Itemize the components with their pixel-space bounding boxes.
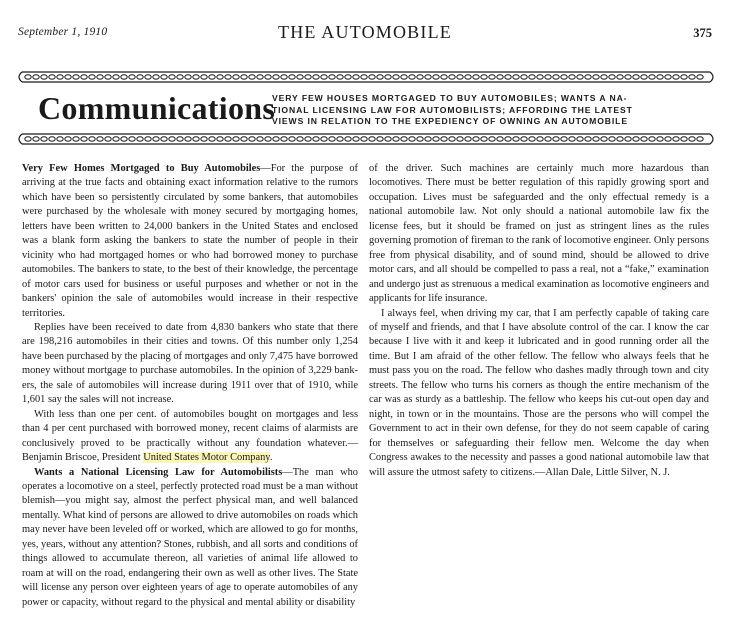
ornament-link: [153, 137, 159, 141]
ornament-link: [609, 137, 615, 141]
ornament-link: [145, 75, 151, 79]
ornament-link: [105, 137, 111, 141]
ornament-link: [25, 75, 31, 79]
ornament-link: [249, 75, 255, 79]
ornament-link: [241, 75, 247, 79]
ornament-link: [257, 137, 263, 141]
ornament-link: [657, 137, 663, 141]
ornament-link: [401, 75, 407, 79]
ornament-link: [449, 75, 455, 79]
ornament-link: [289, 75, 295, 79]
ornament-link: [113, 137, 119, 141]
ornament-link: [209, 137, 215, 141]
ornament-link: [233, 75, 239, 79]
ornament-link: [369, 137, 375, 141]
ornament-link: [489, 75, 495, 79]
ornament-link: [137, 75, 143, 79]
ornament-link: [369, 75, 375, 79]
article-1-text-3-end: .: [269, 452, 273, 464]
subtitle-line-1: VERY FEW HOUSES MORTGAGED TO BUY AUTOMOBILES; WANTS A NA-: [272, 93, 628, 103]
article-1-paragraph-3: [22, 408, 358, 466]
ornament-link: [585, 137, 591, 141]
ornament-link: [25, 137, 31, 141]
ornament-link: [377, 75, 383, 79]
ornament-link: [273, 75, 279, 79]
ornament-link: [649, 137, 655, 141]
ornament-link: [73, 137, 79, 141]
ornament-link: [577, 75, 583, 79]
running-header: [18, 22, 712, 48]
ornament-link: [545, 137, 551, 141]
ornament-link: [329, 75, 335, 79]
ornament-link: [433, 75, 439, 79]
ornament-link: [569, 75, 575, 79]
ornament-link: [505, 137, 511, 141]
ornament-link: [425, 137, 431, 141]
ornament-link: [57, 137, 63, 141]
ornament-link: [89, 75, 95, 79]
ornament-link: [385, 137, 391, 141]
ornament-link: [241, 137, 247, 141]
ornament-link: [617, 75, 623, 79]
ornament-link: [529, 75, 535, 79]
ornament-link: [121, 75, 127, 79]
ornament-link: [545, 75, 551, 79]
ornament-link: [321, 75, 327, 79]
ornament-link: [457, 137, 463, 141]
ornament-link: [49, 75, 55, 79]
ornament-link: [497, 75, 503, 79]
page-number: 375: [693, 26, 712, 40]
ornament-link: [393, 75, 399, 79]
ornament-link: [169, 137, 175, 141]
ornament-link: [345, 75, 351, 79]
ornament-link: [41, 75, 47, 79]
ornament-link: [321, 137, 327, 141]
ornament-link: [673, 75, 679, 79]
ornament-link: [441, 137, 447, 141]
ornament-link: [113, 75, 119, 79]
ornament-link: [689, 137, 695, 141]
ornament-link: [409, 137, 415, 141]
ornament-link: [137, 137, 143, 141]
ornament-link: [665, 137, 671, 141]
ornament-link: [73, 75, 79, 79]
ornament-link: [185, 137, 191, 141]
ornament-link: [41, 137, 47, 141]
ornament-link: [305, 75, 311, 79]
ornament-link: [49, 137, 55, 141]
ornament-link: [513, 137, 519, 141]
ornament-link: [201, 75, 207, 79]
ornament-link: [441, 75, 447, 79]
ornament-link: [89, 137, 95, 141]
article-2-paragraph-1: [22, 466, 358, 611]
ornament-link: [313, 137, 319, 141]
ornament-link: [161, 137, 167, 141]
ornament-link: [601, 75, 607, 79]
article-2-text-1: —The man who operates a locomotive on a steel, perfectly protected road must be a man without blemish—you might say, almost the perfect physical man, and well balanced mentally. What kind of persons are allowed to drive automobiles on roads which may never have been leveled off or worked, which are allowed to go for months, yes, years, without any attention? Stones, rubbish, and all sorts and conditions of things allowed to accumulate thereon, all varieties of animal life allowed to roam at will on the road, endangering their own as well as other lives. The State will license any person over eighteen years of age to operate automobiles of any power or capacity, without regard to the physical and mental ability or disability: [22, 466, 358, 608]
ornament-link: [105, 75, 111, 79]
ornament-link: [481, 137, 487, 141]
ornament-link: [97, 137, 103, 141]
ornament-link: [553, 137, 559, 141]
ornament-link: [457, 75, 463, 79]
section-banner: [16, 70, 716, 148]
ornament-link: [265, 137, 271, 141]
ornament-link: [217, 137, 223, 141]
ornament-link: [81, 137, 87, 141]
subtitle-line-3: VIEWS IN RELATION TO THE EXPEDIENCY OF OWNING AN AUTOMOBILE: [272, 116, 628, 126]
section-subtitle: [272, 93, 712, 128]
ornament-link: [497, 137, 503, 141]
ornament-link: [361, 137, 367, 141]
ornament-link: [249, 137, 255, 141]
ornament-link: [129, 75, 135, 79]
ornament-link: [473, 75, 479, 79]
ornament-link: [617, 137, 623, 141]
ornamental-rule-top: [16, 70, 716, 84]
ornament-link: [305, 137, 311, 141]
ornament-link: [217, 75, 223, 79]
ornament-link: [33, 137, 39, 141]
ornament-link: [361, 75, 367, 79]
ornament-link: [521, 137, 527, 141]
subtitle-line-2: TIONAL LICENSING LAW FOR AUTOMOBILISTS; AFFORDING THE LATEST: [272, 104, 633, 115]
ornament-link: [449, 137, 455, 141]
ornament-link: [345, 137, 351, 141]
ornament-link: [297, 137, 303, 141]
ornament-link: [233, 137, 239, 141]
ornament-link: [489, 137, 495, 141]
ornament-link: [577, 137, 583, 141]
ornament-link: [177, 75, 183, 79]
ornament-link: [409, 75, 415, 79]
article-2-paragraph-2: I always feel, when driving my car, that I am perfectly capable of taking care of myself and friends, and that I have absolute control of the car. I know the car because I live with it and keep it lubricated and in good running order all the time. But I am afraid of the other fellow. The fellow who always feels that he must pass you on the road. The fellow who dashes madly through town and city streets. The fellow who turns his corners as though the entire mechanism of the car was as sturdy as a battleship. The fellow who keeps his cut-out open day and night, in town or in the mountains. Those are the persons who will compel the Government to act in their own defense, for they do not seem capable of caring for themselves or safeguarding their fellow men. Welcome the day when Congress awakes to the necessity and passes a good national automobile law that will assure the utmost safety to citizens.—Allan Dale, Little Silver, N. J.: [369, 307, 709, 478]
ornament-link: [601, 137, 607, 141]
ornament-link: [665, 75, 671, 79]
ornament-link: [513, 75, 519, 79]
article-2-paragraph-1-continued: of the driver. Such machines are certainly much more hazardous than locomotives. There must be better regulation of this rapidly growing sport and occupation. Lives must be safeguarded and the only effectual remedy is a national automobile law. Not only should a national automobile law fix the license fees, but it should be framed on just as stringent lines as the rules governing promotion of fireman to the rank of locomotive engineer. Only persons free from physical disability, and of sound mind, should be allowed to drive motor cars, and all should be compelled to pass a real, not a “fake,” examination and undergo just as strenuous a medical examination as locomotive engineers and applicants for life insurance.: [369, 163, 710, 305]
ornament-link: [121, 137, 127, 141]
ornament-link: [681, 75, 687, 79]
ornament-link: [273, 137, 279, 141]
article-1-paragraph-2: Replies have been received to date from 4,830 bankers who state that there are 198,216 automobiles in their cities and towns. Of this number only 1,254 have been purchased by the placing of mortgages and only 7,475 have borrowed money without mortgage to purchase automobiles. In the opinion of 3,229 bankers, the sale of automobiles will increase during 1911 over that of 1910, while 1,601 say the sales will not increase.: [22, 321, 358, 406]
ornament-link: [465, 137, 471, 141]
ornament-link: [553, 75, 559, 79]
ornament-link: [537, 75, 543, 79]
article-1-heading: Very Few Homes Mortgaged to Buy Automobiles: [22, 163, 261, 174]
ornament-link: [625, 75, 631, 79]
ornament-link: [169, 75, 175, 79]
ornament-link: [265, 75, 271, 79]
ornament-link: [393, 137, 399, 141]
ornament-link: [65, 75, 71, 79]
ornament-link: [353, 137, 359, 141]
ornament-link: [297, 75, 303, 79]
ornament-link: [657, 75, 663, 79]
ornament-link: [585, 75, 591, 79]
ornament-link: [153, 75, 159, 79]
ornament-link: [697, 75, 703, 79]
ornament-link: [529, 137, 535, 141]
ornament-link: [569, 137, 575, 141]
ornament-link: [193, 75, 199, 79]
journal-title: THE AUTOMOBILE: [278, 22, 452, 42]
ornament-link: [193, 137, 199, 141]
ornament-link: [201, 137, 207, 141]
ornament-link: [177, 137, 183, 141]
ornament-link: [401, 137, 407, 141]
ornament-link: [225, 137, 231, 141]
article-2-heading: Wants a National Licensing Law for Automobilists: [34, 466, 283, 478]
ornament-link: [57, 75, 63, 79]
ornament-link: [465, 75, 471, 79]
ornament-link: [161, 75, 167, 79]
ornament-link: [681, 137, 687, 141]
ornament-link: [353, 75, 359, 79]
ornament-link: [425, 75, 431, 79]
ornament-link: [97, 75, 103, 79]
ornament-link: [505, 75, 511, 79]
ornament-link: [281, 75, 287, 79]
ornament-link: [561, 137, 567, 141]
column-right: [369, 162, 709, 480]
ornament-link: [473, 137, 479, 141]
ornament-link: [641, 75, 647, 79]
ornament-link: [385, 75, 391, 79]
ornament-link: [329, 137, 335, 141]
ornament-link: [561, 75, 567, 79]
ornament-link: [537, 137, 543, 141]
article-1-text-3: With less than one per cent. of automobiles bought on mortgages and less than 4 per cent purchased with borrowed money, recent claims of alarmists are conclusively proved to be practically without any foundation whatever.—Benjamin Briscoe, President: [22, 408, 358, 464]
ornament-link: [65, 137, 71, 141]
ornament-link: [633, 75, 639, 79]
ornament-link: [633, 137, 639, 141]
ornament-link: [185, 75, 191, 79]
highlighted-company-name: United States Motor Company: [143, 452, 270, 464]
ornament-link: [313, 75, 319, 79]
ornament-link: [521, 75, 527, 79]
ornament-link: [129, 137, 135, 141]
ornamental-rule-bottom: [16, 132, 716, 146]
ornament-link: [257, 75, 263, 79]
ornament-link: [81, 75, 87, 79]
ornament-link: [377, 137, 383, 141]
ornament-link: [625, 137, 631, 141]
ornament-link: [33, 75, 39, 79]
ornament-link: [609, 75, 615, 79]
ornament-link: [145, 137, 151, 141]
ornament-link: [593, 75, 599, 79]
ornament-link: [337, 75, 343, 79]
article-1-text-1: —For the purpose of arriving at the true facts and obtaining exact information relative to the rumors which have been so persistently circulated by some bankers, that automobiles were purchased by the wholesale with money secured by mortgaging homes, letters have been written to 24,000 bankers in the United States and enclosed was a blank form asking the bankers to state the number of people in their vicinity who had mortgaged homes or who had borrowed money to purchase automobiles. The bankers to state, to the best of their knowledge, the percentage of motor cars used for business or useful purposes and whether or not in the bankers' opinion the sale of automobiles would increase in their respective territories.: [22, 163, 358, 319]
ornament-link: [337, 137, 343, 141]
ornament-link: [697, 137, 703, 141]
issue-date: September 1, 1910: [18, 26, 108, 38]
column-left: [22, 162, 358, 610]
ornament-link: [417, 75, 423, 79]
ornament-link: [289, 137, 295, 141]
ornament-link: [593, 137, 599, 141]
ornament-link: [649, 75, 655, 79]
ornament-link: [689, 75, 695, 79]
ornament-link: [417, 137, 423, 141]
ornament-link: [209, 75, 215, 79]
ornament-link: [281, 137, 287, 141]
ornament-link: [225, 75, 231, 79]
ornament-link: [433, 137, 439, 141]
ornament-link: [641, 137, 647, 141]
ornament-link: [673, 137, 679, 141]
ornament-link: [481, 75, 487, 79]
section-title: Communications: [38, 90, 276, 126]
article-1-paragraph-1: [22, 162, 358, 321]
